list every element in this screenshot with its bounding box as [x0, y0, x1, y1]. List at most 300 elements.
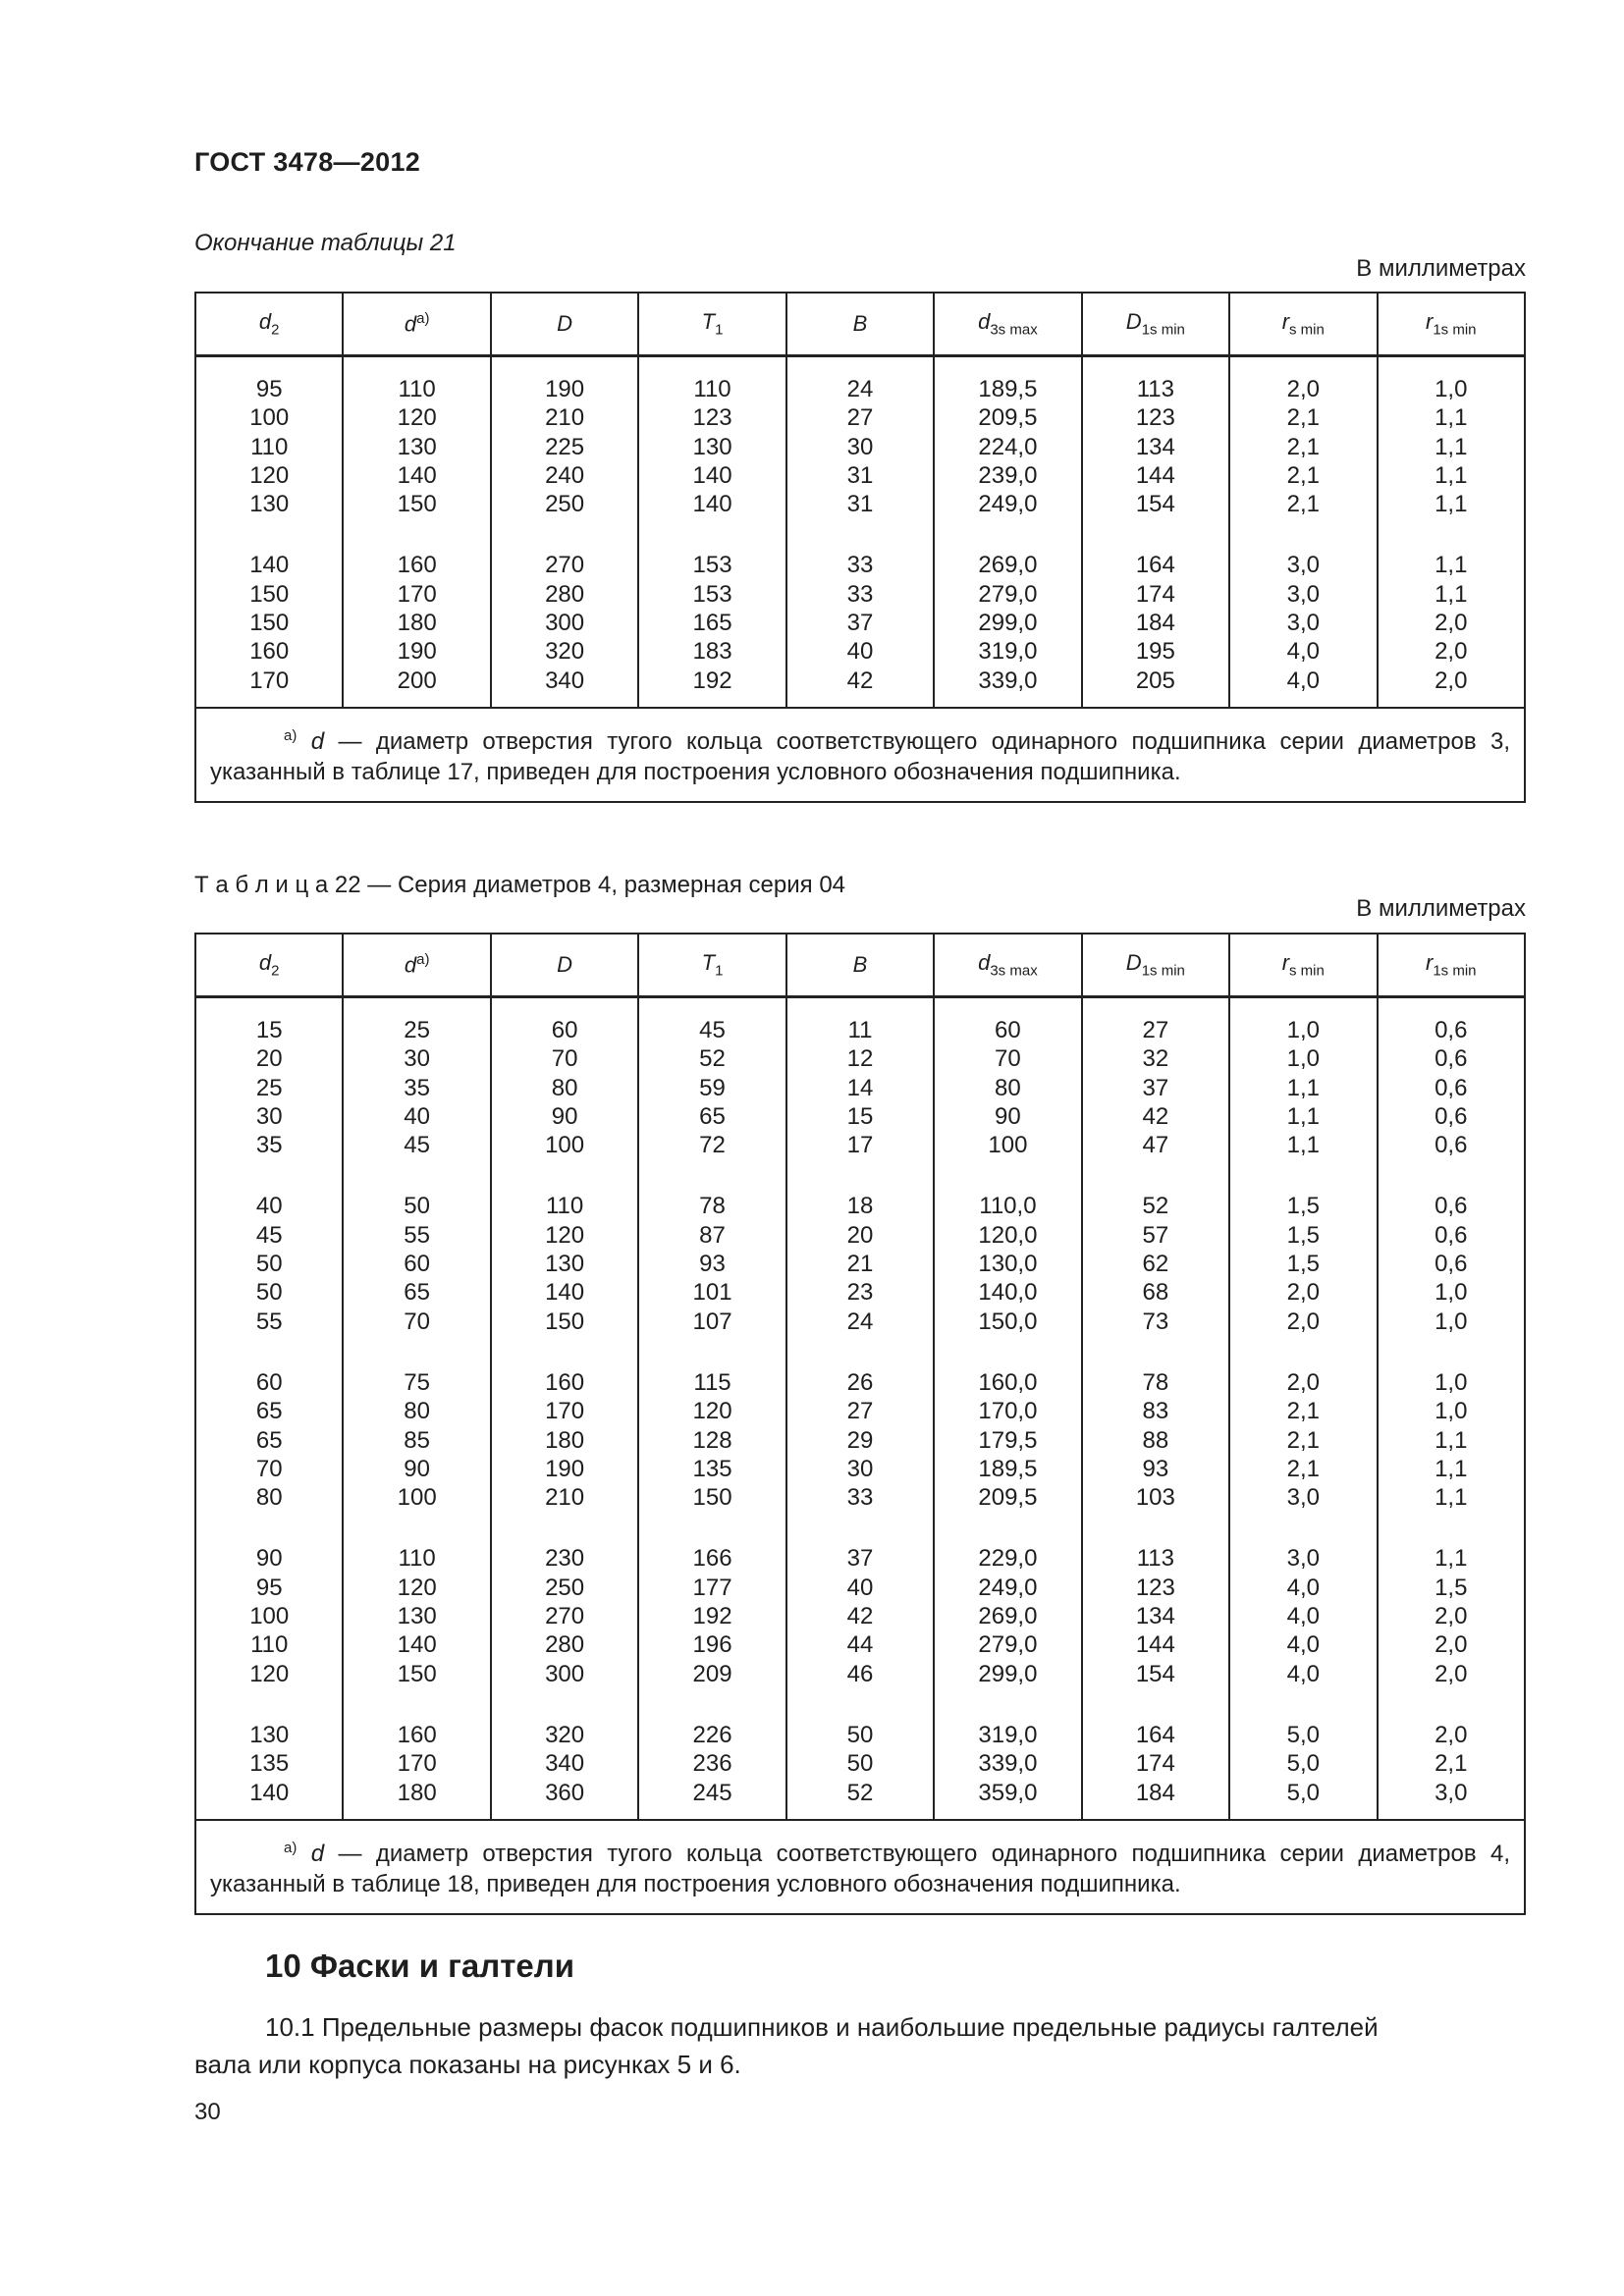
- row-group: [639, 1721, 785, 1807]
- column-symbol: T: [701, 950, 716, 976]
- table-cell: 100: [545, 1132, 585, 1159]
- table-cell: 4,0: [1286, 1631, 1320, 1659]
- row-group: [1083, 1368, 1228, 1512]
- table-cell: 80: [551, 1074, 578, 1101]
- table-cell: 15: [255, 1017, 283, 1043]
- table-cell: 174: [1135, 580, 1175, 608]
- table-cell: 31: [846, 491, 874, 518]
- table-cell: 189,5: [978, 376, 1038, 402]
- table-cell: 279,0: [978, 580, 1038, 608]
- table-cell: 154: [1135, 1660, 1175, 1687]
- footnote-mark: а): [284, 1839, 298, 1856]
- table-cell: 65: [404, 1279, 430, 1307]
- table21-footnote-row: [195, 708, 1525, 802]
- table-cell: 160: [397, 1721, 437, 1748]
- table-column: [638, 997, 785, 1820]
- table-cell: 150: [397, 491, 437, 518]
- table-column: [786, 997, 934, 1820]
- table-cell: 31: [846, 461, 874, 489]
- table-cell: 32: [1142, 1045, 1169, 1073]
- table-cell: 165: [692, 610, 732, 637]
- table-cell: 1,1: [1435, 433, 1468, 460]
- table-cell: 210: [545, 404, 585, 432]
- row-group: [639, 1192, 785, 1335]
- table-cell: 110: [250, 433, 289, 460]
- column-header: [343, 293, 490, 356]
- table-cell: 113: [1136, 1545, 1174, 1573]
- column-symbol: B: [852, 952, 868, 977]
- row-group: [1379, 1721, 1525, 1807]
- column-subscript: 1s min: [1141, 321, 1185, 339]
- table-column: [786, 356, 934, 708]
- table-cell: 87: [699, 1221, 726, 1249]
- column-symbol: d: [978, 950, 991, 976]
- table-cell: 130: [397, 1603, 437, 1630]
- table-cell: 1,0: [1435, 1308, 1468, 1335]
- table-cell: 320: [545, 638, 585, 666]
- column-header: [786, 934, 934, 997]
- table-cell: 229,0: [978, 1545, 1038, 1573]
- table-cell: 150,0: [978, 1308, 1038, 1335]
- table-cell: 359,0: [978, 1779, 1038, 1806]
- row-group: [1230, 1721, 1376, 1807]
- table-cell: 0,6: [1435, 1045, 1468, 1073]
- table-cell: 110,0: [979, 1193, 1037, 1220]
- table-cell: 25: [404, 1017, 430, 1043]
- table-cell: 130: [545, 1251, 585, 1278]
- row-group: [1083, 1192, 1228, 1335]
- table-cell: 299,0: [978, 1660, 1038, 1687]
- row-group: [196, 375, 342, 518]
- table-cell: 320: [545, 1721, 585, 1748]
- table-cell: 110: [398, 1545, 436, 1573]
- table22-header-row: [195, 934, 1525, 997]
- table-cell: 4,0: [1286, 638, 1320, 666]
- table-cell: 50: [846, 1721, 874, 1748]
- table-cell: 140: [545, 1279, 585, 1307]
- table-cell: 5,0: [1286, 1721, 1320, 1748]
- column-header: [1229, 934, 1377, 997]
- table-cell: 177: [692, 1574, 732, 1601]
- table-cell: 1,0: [1286, 1017, 1320, 1043]
- footnote-symbol: d: [310, 1840, 325, 1867]
- table-cell: 174: [1135, 1750, 1175, 1778]
- table-cell: 120: [249, 461, 290, 489]
- table-cell: 45: [255, 1221, 283, 1249]
- table-cell: 30: [404, 1045, 430, 1073]
- table-cell: 209,5: [978, 404, 1038, 432]
- table-cell: 120: [692, 1398, 732, 1425]
- row-group: [492, 1192, 637, 1335]
- table22-body-row: [195, 997, 1525, 1820]
- table-cell: 150: [397, 1660, 437, 1687]
- table-cell: 42: [846, 1603, 874, 1630]
- table-cell: 180: [545, 1426, 585, 1454]
- table-column: [195, 356, 343, 708]
- table-cell: 0,6: [1435, 1074, 1468, 1101]
- column-header: [934, 293, 1081, 356]
- table-cell: 2,1: [1435, 1750, 1468, 1778]
- table-cell: 21: [846, 1251, 874, 1278]
- table-cell: 123: [692, 404, 732, 432]
- table-cell: 150: [249, 610, 290, 637]
- table-cell: 3,0: [1286, 1545, 1320, 1573]
- table-cell: 1,0: [1435, 1398, 1468, 1425]
- table-cell: 80: [995, 1074, 1021, 1101]
- table-cell: 2,0: [1435, 667, 1468, 694]
- row-group: [196, 1721, 342, 1807]
- column-header: [1082, 293, 1229, 356]
- table-cell: 27: [846, 404, 874, 432]
- row-group: [344, 1721, 489, 1807]
- table-cell: 47: [1142, 1132, 1169, 1159]
- table-cell: 166: [692, 1545, 732, 1573]
- table-cell: 88: [1142, 1426, 1169, 1454]
- table-cell: 226: [692, 1721, 732, 1748]
- column-symbol: D: [1125, 309, 1142, 335]
- row-group: [1379, 375, 1525, 518]
- column-symbol: r: [1281, 309, 1290, 335]
- row-group: [935, 1544, 1080, 1687]
- table-cell: 95: [255, 376, 283, 402]
- row-group: [196, 1016, 342, 1159]
- row-group: [935, 375, 1080, 518]
- table-column: [1082, 997, 1229, 1820]
- table-cell: 18: [846, 1193, 874, 1220]
- table-cell: 200: [397, 667, 437, 694]
- row-group: [1230, 375, 1376, 518]
- table-cell: 319,0: [978, 638, 1038, 666]
- footnote-text: — диаметр отверстия тугого кольца соответствующего одинарного подшипника серии диаметров 4, указанный в таблице 18, приведен для построения условного обозначения подшипника.: [210, 1840, 1511, 1897]
- row-group: [935, 551, 1080, 694]
- row-group: [492, 1016, 637, 1159]
- table-cell: 1,1: [1435, 1545, 1468, 1573]
- table21-header-row: [195, 293, 1525, 356]
- table-cell: 1,1: [1435, 1426, 1468, 1454]
- column-header: [1378, 293, 1526, 356]
- table-cell: 33: [846, 580, 874, 608]
- column-symbol: D: [1125, 950, 1142, 976]
- table-cell: 33: [846, 552, 874, 579]
- row-group: [1083, 1544, 1228, 1687]
- table-cell: 1,1: [1435, 491, 1468, 518]
- table22-footnote-row: [195, 1820, 1525, 1914]
- table-cell: 134: [1135, 1603, 1175, 1630]
- table22-caption: Т а б л и ц а 22 — Серия диаметров 4, размерная серия 04: [194, 872, 846, 898]
- table-column: [491, 356, 638, 708]
- table-cell: 4,0: [1286, 1660, 1320, 1687]
- column-symbol: T: [701, 309, 716, 335]
- table-cell: 144: [1135, 461, 1175, 489]
- table-cell: 1,1: [1286, 1132, 1320, 1159]
- table-cell: 90: [995, 1102, 1021, 1130]
- table-cell: 280: [545, 580, 585, 608]
- table-cell: 160: [249, 638, 290, 666]
- table-cell: 160: [545, 1368, 585, 1396]
- row-group: [787, 1721, 933, 1807]
- table-cell: 90: [255, 1545, 283, 1573]
- table-cell: 196: [692, 1631, 732, 1659]
- table21-units: В миллиметрах: [1356, 255, 1526, 282]
- table-cell: 2,0: [1435, 610, 1468, 637]
- table-cell: 52: [846, 1779, 874, 1806]
- table-column: [1229, 997, 1377, 1820]
- table-cell: 135: [692, 1455, 732, 1482]
- table-column: [1229, 356, 1377, 708]
- table-cell: 1,1: [1435, 580, 1468, 608]
- row-group: [787, 375, 933, 518]
- table-cell: 170: [397, 580, 437, 608]
- table-cell: 190: [545, 376, 585, 402]
- row-group: [787, 1544, 933, 1687]
- table-cell: 0,6: [1435, 1251, 1468, 1278]
- table-cell: 164: [1135, 552, 1175, 579]
- table-cell: 130: [249, 1721, 290, 1748]
- table-cell: 183: [692, 638, 732, 666]
- table-cell: 340: [545, 667, 585, 694]
- table22-footnote: [195, 1820, 1525, 1914]
- table-cell: 123: [1135, 1574, 1175, 1601]
- table-cell: 120: [397, 404, 437, 432]
- table-cell: 110: [545, 1193, 584, 1220]
- table-cell: 154: [1135, 491, 1175, 518]
- table-cell: 160: [397, 552, 437, 579]
- row-group: [344, 1192, 489, 1335]
- table-cell: 50: [255, 1279, 283, 1307]
- table-cell: 1,1: [1286, 1102, 1320, 1130]
- table-cell: 269,0: [978, 1603, 1038, 1630]
- table-cell: 192: [692, 1603, 732, 1630]
- table-cell: 65: [255, 1398, 283, 1425]
- table-cell: 170: [249, 667, 290, 694]
- table-cell: 110: [398, 376, 436, 402]
- table-cell: 44: [846, 1631, 874, 1659]
- column-header: [934, 934, 1081, 997]
- footnote-symbol: d: [310, 727, 325, 755]
- table-cell: 340: [545, 1750, 585, 1778]
- row-group: [492, 1368, 637, 1512]
- table-cell: 170: [397, 1750, 437, 1778]
- row-group: [196, 1544, 342, 1687]
- table-cell: 40: [255, 1193, 283, 1220]
- table-cell: 3,0: [1286, 552, 1320, 579]
- table-cell: 190: [397, 638, 437, 666]
- row-group: [1083, 1721, 1228, 1807]
- table-cell: 2,1: [1286, 433, 1320, 460]
- table-column: [343, 356, 490, 708]
- table-cell: 140: [249, 552, 290, 579]
- table21-caption: Окончание таблицы 21: [194, 230, 457, 256]
- table-cell: 120: [545, 1221, 585, 1249]
- column-symbol: r: [1425, 309, 1434, 335]
- column-symbol: r: [1281, 950, 1290, 976]
- table-cell: 20: [255, 1045, 283, 1073]
- table-cell: 3,0: [1286, 1484, 1320, 1512]
- table-cell: 5,0: [1286, 1750, 1320, 1778]
- table-cell: 179,5: [978, 1426, 1038, 1454]
- column-subscript: 2: [271, 321, 280, 339]
- table-cell: 160,0: [978, 1368, 1038, 1396]
- table-cell: 33: [846, 1484, 874, 1512]
- row-group: [639, 1016, 785, 1159]
- table-cell: 3,0: [1286, 580, 1320, 608]
- table-cell: 1,0: [1435, 376, 1468, 402]
- row-group: [344, 375, 489, 518]
- table-cell: 1,5: [1286, 1251, 1320, 1278]
- table-cell: 4,0: [1286, 1574, 1320, 1601]
- table-cell: 2,0: [1286, 376, 1320, 402]
- table-cell: 170,0: [978, 1398, 1038, 1425]
- table-cell: 93: [1142, 1455, 1169, 1482]
- table-cell: 170: [545, 1398, 585, 1425]
- table-cell: 78: [1142, 1368, 1169, 1396]
- table-cell: 2,0: [1435, 1721, 1468, 1748]
- table-cell: 0,6: [1435, 1193, 1468, 1220]
- table-column: [343, 997, 490, 1820]
- row-group: [344, 1016, 489, 1159]
- table-cell: 130: [692, 433, 732, 460]
- table-cell: 250: [545, 1574, 585, 1601]
- column-header: [491, 934, 638, 997]
- table-column: [1378, 356, 1526, 708]
- table-cell: 153: [692, 552, 732, 579]
- table-cell: 190: [545, 1455, 585, 1482]
- table-cell: 27: [1142, 1017, 1169, 1043]
- table-cell: 2,0: [1286, 1368, 1320, 1396]
- row-group: [344, 1368, 489, 1512]
- table-cell: 70: [255, 1455, 283, 1482]
- table-cell: 236: [692, 1750, 732, 1778]
- column-subscript: 3s max: [990, 962, 1038, 980]
- table-cell: 1,1: [1435, 1484, 1468, 1512]
- table-cell: 55: [404, 1221, 430, 1249]
- table-cell: 279,0: [978, 1631, 1038, 1659]
- table-cell: 180: [397, 1779, 437, 1806]
- table-cell: 26: [846, 1368, 874, 1396]
- table-cell: 150: [545, 1308, 585, 1335]
- table-column: [195, 997, 343, 1820]
- table-cell: 1,5: [1286, 1193, 1320, 1220]
- table-cell: 72: [699, 1132, 726, 1159]
- table-cell: 70: [551, 1045, 578, 1073]
- table-cell: 83: [1142, 1398, 1169, 1425]
- table-cell: 140: [692, 491, 732, 518]
- table-cell: 37: [1142, 1074, 1169, 1101]
- table-cell: 130: [397, 433, 437, 460]
- table-cell: 153: [692, 580, 732, 608]
- table-cell: 195: [1135, 638, 1175, 666]
- table-cell: 209,5: [978, 1484, 1038, 1512]
- table-cell: 50: [404, 1193, 430, 1220]
- footnote-mark: а): [284, 726, 298, 744]
- table-cell: 300: [545, 610, 585, 637]
- table-21: [194, 292, 1526, 803]
- table-cell: 110: [693, 376, 731, 402]
- column-header: [638, 934, 785, 997]
- table-cell: 70: [995, 1045, 1021, 1073]
- table-cell: 130: [249, 491, 290, 518]
- table-cell: 5,0: [1286, 1779, 1320, 1806]
- table-cell: 2,1: [1286, 1398, 1320, 1425]
- table-cell: 269,0: [978, 552, 1038, 579]
- row-group: [1379, 1544, 1525, 1687]
- table-cell: 245: [692, 1779, 732, 1806]
- column-header: [786, 293, 934, 356]
- column-header: [195, 293, 343, 356]
- column-symbol: d: [404, 952, 417, 978]
- table-cell: 0,6: [1435, 1132, 1468, 1159]
- table-cell: 29: [846, 1426, 874, 1454]
- row-group: [1379, 1016, 1525, 1159]
- table-column: [491, 997, 638, 1820]
- table-cell: 30: [846, 433, 874, 460]
- table-cell: 1,1: [1435, 552, 1468, 579]
- table-cell: 101: [692, 1279, 732, 1307]
- table-cell: 120: [249, 1660, 290, 1687]
- column-symbol: d: [404, 311, 417, 337]
- row-group: [1230, 1016, 1376, 1159]
- table-cell: 2,1: [1286, 404, 1320, 432]
- row-group: [1230, 1544, 1376, 1687]
- table-cell: 2,0: [1435, 1603, 1468, 1630]
- table-cell: 1,0: [1435, 1279, 1468, 1307]
- table-cell: 1,1: [1435, 1455, 1468, 1482]
- column-subscript: 1s min: [1433, 321, 1477, 339]
- table-cell: 80: [255, 1484, 283, 1512]
- table-column: [934, 356, 1081, 708]
- table-cell: 280: [545, 1631, 585, 1659]
- table-cell: 115: [693, 1368, 731, 1396]
- table-cell: 78: [699, 1193, 726, 1220]
- table-cell: 3,0: [1435, 1779, 1468, 1806]
- table-cell: 239,0: [978, 461, 1038, 489]
- table-cell: 140: [397, 461, 437, 489]
- table-cell: 140: [397, 1631, 437, 1659]
- table-cell: 1,1: [1435, 461, 1468, 489]
- table-cell: 50: [255, 1251, 283, 1278]
- row-group: [787, 551, 933, 694]
- table-cell: 45: [404, 1132, 430, 1159]
- page-number: 30: [194, 2099, 221, 2125]
- column-header: [1229, 293, 1377, 356]
- row-group: [1230, 1368, 1376, 1512]
- table-cell: 4,0: [1286, 1603, 1320, 1630]
- table-cell: 339,0: [978, 667, 1038, 694]
- table-cell: 250: [545, 491, 585, 518]
- section-title: 10 Фаски и галтели: [265, 1948, 574, 1984]
- table-cell: 225: [545, 433, 585, 460]
- table-cell: 130,0: [978, 1251, 1038, 1278]
- column-header: [1082, 934, 1229, 997]
- table-cell: 40: [846, 1574, 874, 1601]
- table-cell: 2,1: [1286, 1426, 1320, 1454]
- table-cell: 100: [988, 1132, 1028, 1159]
- row-group: [196, 551, 342, 694]
- table-cell: 249,0: [978, 1574, 1038, 1601]
- table-cell: 189,5: [978, 1455, 1038, 1482]
- section-paragraph: [194, 2008, 1526, 2083]
- table-cell: 60: [995, 1017, 1021, 1043]
- table-cell: 2,1: [1286, 491, 1320, 518]
- table-cell: 209: [692, 1660, 732, 1687]
- table-cell: 73: [1142, 1308, 1169, 1335]
- table-cell: 1,1: [1435, 404, 1468, 432]
- column-symbol: D: [557, 952, 573, 977]
- table-cell: 240: [545, 461, 585, 489]
- table-cell: 30: [255, 1102, 283, 1130]
- row-group: [344, 551, 489, 694]
- table-cell: 144: [1135, 1631, 1175, 1659]
